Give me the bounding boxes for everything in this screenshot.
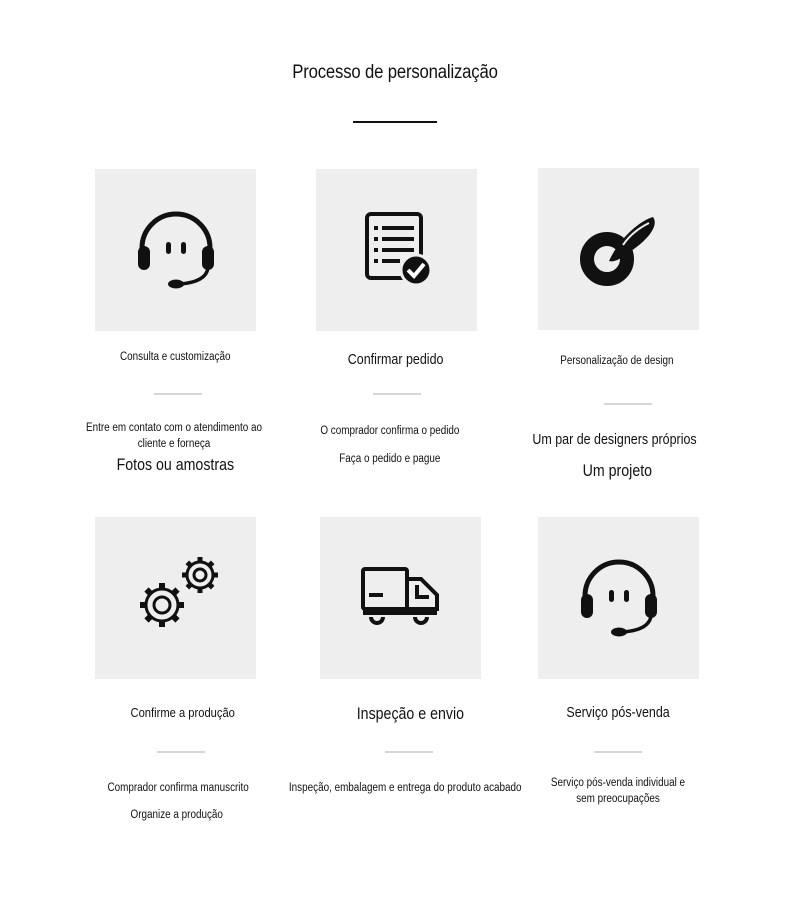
step-4-desc: Comprador confirma manuscrito	[107, 782, 249, 794]
step-2-separator	[373, 393, 421, 395]
step-1-subtitle: Fotos ou amostras	[116, 456, 234, 474]
headset-icon	[136, 210, 216, 290]
step-3-title: Personalização de design	[560, 355, 674, 367]
step-5-tile	[320, 517, 481, 679]
step-2-title: Confirmar pedido	[348, 352, 444, 368]
step-1-desc: Entre em contato com o atendimento ao cliente e forneça	[86, 422, 262, 450]
step-2-subtitle: Faça o pedido e pague	[339, 453, 441, 465]
gears-icon	[126, 553, 226, 643]
step-5-title: Inspeção e envio	[356, 705, 464, 723]
step-6-tile	[538, 517, 699, 679]
page-title: Processo de personalização	[292, 62, 498, 83]
step-4-title: Confirme a produção	[130, 705, 236, 720]
step-6-title: Serviço pós-venda	[566, 705, 670, 721]
step-3-separator	[604, 403, 652, 405]
step-1-title: Consulta e customização	[119, 351, 231, 363]
step-3-desc: Um par de designers próprios	[532, 432, 698, 448]
truck-icon	[359, 563, 443, 633]
step-6-desc: Serviço pós-venda individual e sem preocupações	[550, 777, 686, 805]
step-1-separator	[154, 393, 202, 395]
step-3-subtitle: Um projeto	[582, 462, 652, 480]
step-4-tile	[95, 517, 256, 679]
step-4-subtitle: Organize a produção	[130, 809, 224, 821]
title-underline	[353, 121, 437, 123]
headset-icon	[579, 558, 659, 638]
step-5-desc: Inspeção, embalagem e entrega do produto acabado	[288, 782, 522, 794]
step-2-tile	[316, 169, 477, 331]
step-2-desc: O comprador confirma o pedido	[320, 425, 460, 437]
step-4-separator	[157, 751, 205, 753]
checklist-icon	[357, 210, 437, 290]
step-5-separator	[385, 751, 433, 753]
brush-icon	[579, 209, 659, 289]
step-3-tile	[538, 168, 699, 330]
step-1-tile	[95, 169, 256, 331]
step-6-separator	[594, 751, 642, 753]
